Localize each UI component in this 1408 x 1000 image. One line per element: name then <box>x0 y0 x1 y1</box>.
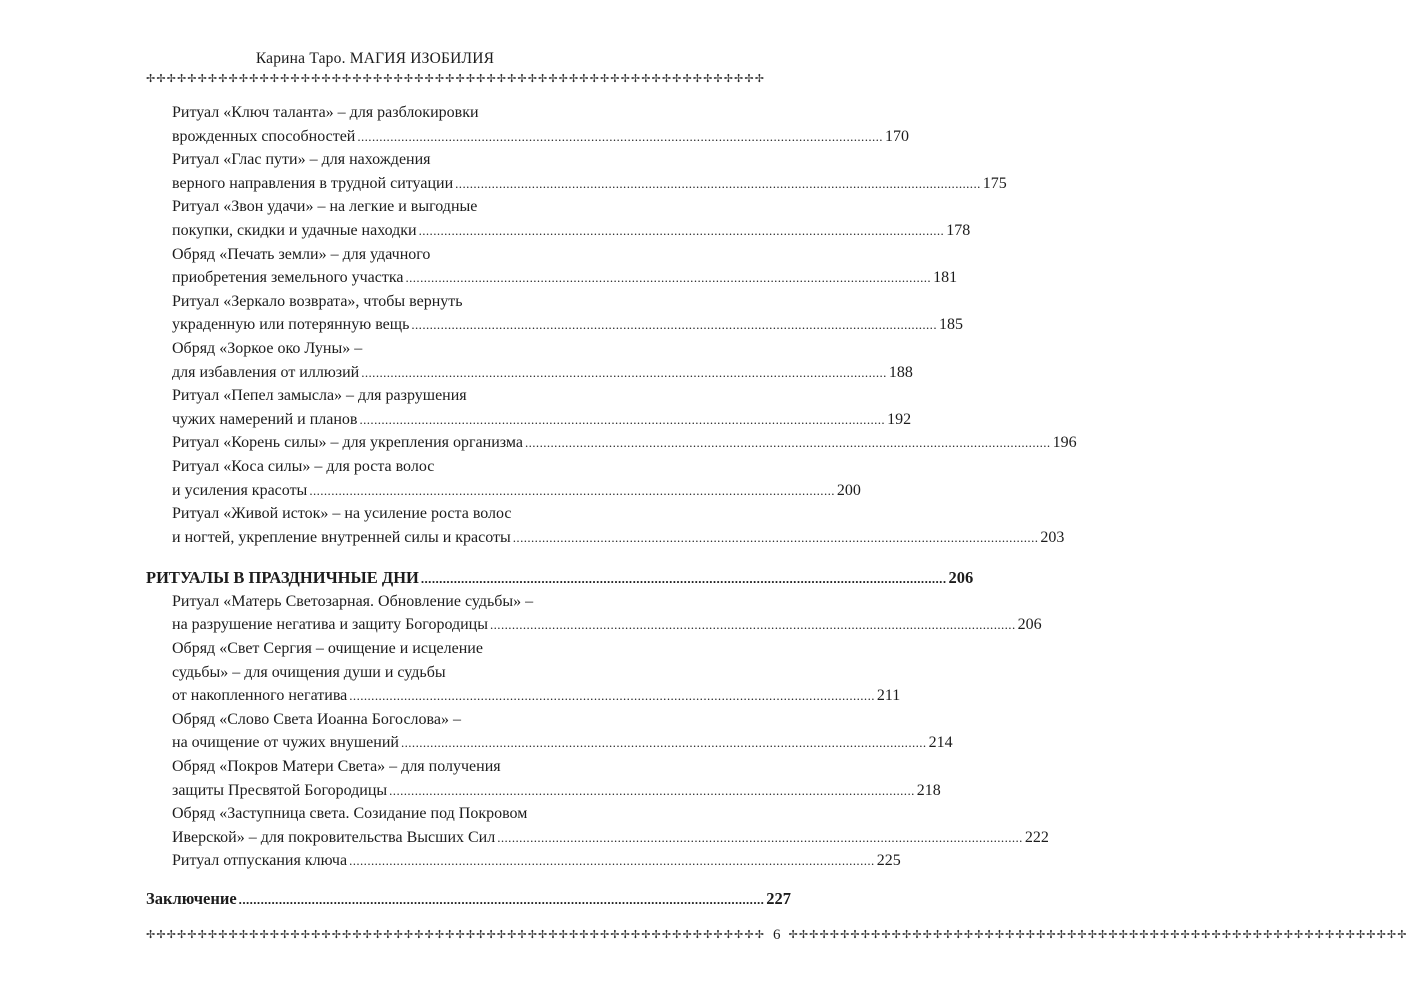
header-ornament-divider: ✢✢✢✢✢✢✢✢✢✢✢✢✢✢✢✢✢✢✢✢✢✢✢✢✢✢✢✢✢✢✢✢✢✢✢✢✢✢✢✢✢✢✢✢✢✢✢✢✢✢✢✢✢✢✢✢✢✢✢✢ <box>146 72 766 85</box>
toc-entry-line <box>146 731 953 755</box>
toc-entry-text: Ритуал «Глас пути» – для нахождения <box>172 151 431 169</box>
toc-entry-text: для избавления от иллюзий <box>172 363 360 381</box>
toc-page-number: 227 <box>766 889 792 908</box>
toc-entry-line <box>146 526 1065 550</box>
toc-entry-line <box>146 361 913 385</box>
toc-entry-line <box>146 266 958 290</box>
toc-entry-line <box>146 384 602 408</box>
toc-page-number: 185 <box>938 316 963 334</box>
toc-entry-text: Обряд «Зоркое око Луны» – <box>172 339 363 357</box>
toc-entry-line <box>146 172 1007 196</box>
toc-entry-line <box>146 455 602 479</box>
toc-entry-line <box>146 337 602 361</box>
toc-page-number: 200 <box>836 481 861 499</box>
toc-entry-text: Обряд «Слово Света Иоанна Богослова» – <box>172 710 461 728</box>
toc-entry-text: Ритуал «Живой исток» – на усиление роста волос <box>172 505 512 523</box>
toc-entry-text: Обряд «Свет Сергия – очищение и исцеление <box>172 640 483 658</box>
toc-entry-text: покупки, скидки и удачные находки <box>172 221 417 239</box>
toc-entry-text: Ритуал «Зеркало возврата», чтобы вернуть <box>172 292 463 310</box>
toc-page-number: 192 <box>887 410 912 428</box>
toc-entry-line <box>146 125 909 149</box>
dot-leader <box>361 361 887 385</box>
toc-entry-line <box>146 479 861 503</box>
toc-entry-line <box>146 708 602 732</box>
toc-page-number: 214 <box>928 734 953 752</box>
toc-entry-text: чужих намерений и планов <box>172 410 358 428</box>
toc-entry-text: украденную или потерянную вещь <box>172 316 410 334</box>
toc-entry-line <box>146 637 602 661</box>
toc-entry-line <box>146 661 602 685</box>
toc-entry-line <box>146 101 602 125</box>
toc-entry-text: от накопленного негатива <box>172 687 348 705</box>
toc-entry-text: Обряд «Печать земли» – для удачного <box>172 245 431 263</box>
toc-entry-text: врожденных способностей <box>172 127 356 145</box>
toc-page-number: 178 <box>946 221 971 239</box>
dot-leader <box>309 479 835 503</box>
toc-page-number: 211 <box>876 687 901 705</box>
dot-leader <box>411 313 937 337</box>
toc-entry-line <box>146 613 1042 637</box>
toc-entry-line <box>146 148 602 172</box>
toc-page-number: 170 <box>884 127 909 145</box>
toc-entry-text: судьбы» – для очищения души и судьбы <box>172 663 446 681</box>
toc-entry-text: приобретения земельного участка <box>172 269 404 287</box>
toc-page-number: 206 <box>1017 616 1042 634</box>
dot-leader <box>357 125 883 149</box>
toc-page-number: 196 <box>1052 434 1077 452</box>
dot-leader <box>389 779 915 803</box>
toc-entry-text: Ритуал «Пепел замысла» – для разрушения <box>172 387 467 405</box>
toc-page-number: 218 <box>916 781 941 799</box>
dot-leader <box>349 684 875 708</box>
toc-entry-line <box>146 779 941 803</box>
toc-page-number: 175 <box>982 174 1007 192</box>
dot-leader <box>405 266 931 290</box>
toc-entry-line <box>146 290 602 314</box>
dot-leader <box>513 526 1039 550</box>
toc-page-number: 206 <box>948 568 974 588</box>
dot-leader <box>490 613 1016 637</box>
toc-entry-line <box>146 243 602 267</box>
dot-leader <box>455 172 981 196</box>
toc-spacer <box>146 549 602 566</box>
toc-entry-line <box>146 431 1077 455</box>
toc-page-number: 188 <box>888 363 913 381</box>
table-of-contents <box>146 101 1077 911</box>
toc-entry-text: на разрушение негатива и защиту Богородицы <box>172 616 488 634</box>
dot-leader <box>419 219 945 243</box>
toc-entry-line <box>146 802 602 826</box>
toc-entry-line <box>146 408 912 432</box>
toc-entry-line <box>146 502 602 526</box>
dot-leader <box>349 849 875 873</box>
toc-entry-text: Обряд «Покров Матери Света» – для получения <box>172 758 501 776</box>
dot-leader <box>497 826 1023 850</box>
toc-page-number: 222 <box>1024 828 1049 846</box>
dot-leader <box>421 567 947 591</box>
toc-entry-text: и ногтей, укрепление внутренней силы и красоты <box>172 528 511 546</box>
dot-leader <box>359 408 885 432</box>
toc-entry-text: РИТУАЛЫ В ПРАЗДНИЧНЫЕ ДНИ <box>146 568 419 588</box>
dot-leader <box>525 431 1051 455</box>
toc-entry-line <box>146 313 963 337</box>
dot-leader <box>239 888 765 912</box>
toc-entry-text: на очищение от чужих внушений <box>172 734 399 752</box>
toc-entry-line <box>146 684 901 708</box>
running-head: Карина Таро. МАГИЯ ИЗОБИЛИЯ <box>255 50 495 67</box>
toc-entry-line <box>146 219 971 243</box>
toc-entry-text: Заключение <box>146 889 237 908</box>
toc-entry-text: защиты Пресвятой Богородицы <box>172 781 388 799</box>
toc-entry-text: Ритуал отпускания ключа <box>172 852 348 870</box>
toc-entry-line <box>146 849 901 873</box>
toc-entry-line <box>146 826 1049 850</box>
toc-entry-text: и усиления красоты <box>172 481 308 499</box>
footer <box>146 927 1408 943</box>
dot-leader <box>401 731 927 755</box>
toc-entry-text: Ритуал «Ключ таланта» – для разблокировки <box>172 104 479 121</box>
toc-entry-text: Ритуал «Коса силы» – для роста волос <box>172 457 435 475</box>
page-number: 6 <box>773 927 781 943</box>
toc-entry-text: Ритуал «Звон удачи» – на легкие и выгодные <box>172 198 478 216</box>
toc-entry-line <box>146 755 602 779</box>
toc-page-number: 225 <box>876 852 901 870</box>
toc-entry-text: Ритуал «Матерь Светозарная. Обновление судьбы» – <box>172 592 534 610</box>
toc-entry-line <box>146 590 602 614</box>
toc-page-number: 203 <box>1040 528 1065 546</box>
toc-entry-text: Обряд «Заступница света. Созидание под Покровом <box>172 805 528 823</box>
footer-ornament-left: ✢✢✢✢✢✢✢✢✢✢✢✢✢✢✢✢✢✢✢✢✢✢✢✢✢✢✢✢✢✢✢✢✢✢✢✢✢✢✢✢✢✢✢✢✢✢✢✢✢✢✢✢✢✢✢✢✢✢✢✢ <box>146 928 766 941</box>
toc-entry-line <box>146 195 602 219</box>
toc-entry-text: Ритуал «Корень силы» – для укрепления организма <box>172 434 523 452</box>
toc-section-heading <box>146 887 792 911</box>
toc-page-number: 181 <box>933 269 958 287</box>
footer-ornament-right: ✢✢✢✢✢✢✢✢✢✢✢✢✢✢✢✢✢✢✢✢✢✢✢✢✢✢✢✢✢✢✢✢✢✢✢✢✢✢✢✢✢✢✢✢✢✢✢✢✢✢✢✢✢✢✢✢✢✢✢✢ <box>788 928 1408 941</box>
toc-section-heading <box>146 566 974 590</box>
toc-spacer <box>146 873 602 887</box>
toc-entry-text: Иверской» – для покровительства Высших Сил <box>172 828 496 846</box>
toc-entry-text: верного направления в трудной ситуации <box>172 174 454 192</box>
